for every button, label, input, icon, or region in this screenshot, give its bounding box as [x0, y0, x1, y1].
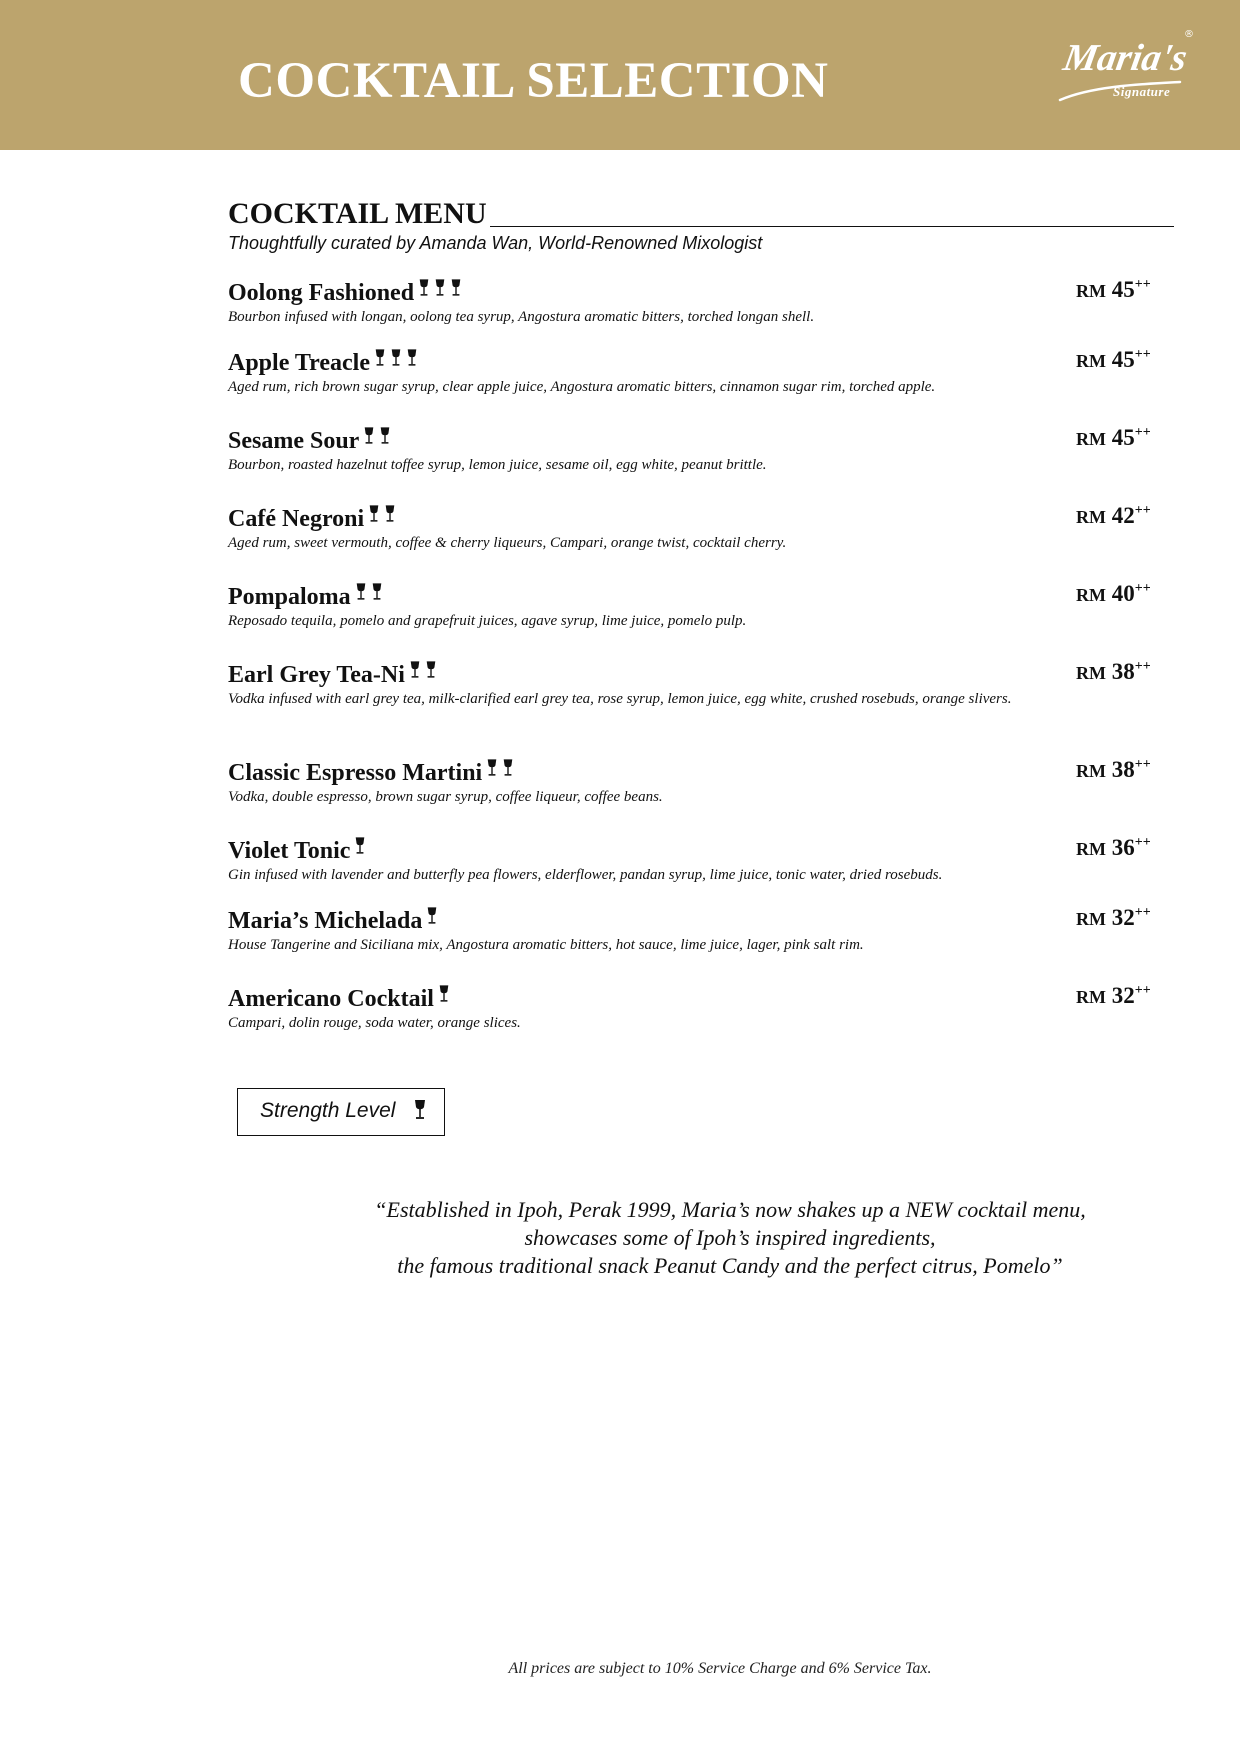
wine-glass-icon — [371, 582, 387, 608]
heading-rule — [490, 226, 1174, 227]
item-name — [228, 659, 1178, 689]
price-currency: RM — [1076, 987, 1106, 1007]
item-name — [228, 277, 1178, 307]
price-suffix: ++ — [1134, 503, 1151, 518]
legend-label: Strength Level — [260, 1099, 396, 1122]
price-amount: 38 — [1106, 659, 1135, 684]
menu-item — [228, 581, 1178, 632]
wine-glass-icon — [379, 426, 395, 452]
wine-glass-icon — [374, 348, 390, 374]
wine-glass-icon — [384, 504, 400, 530]
menu-heading: COCKTAIL MENU — [228, 197, 487, 230]
item-description: Campari, dolin rouge, soda water, orange slices. — [228, 1015, 521, 1031]
item-description: Reposado tequila, pomelo and grapefruit juices, agave syrup, lime juice, pomelo pulp. — [228, 613, 747, 629]
item-name-text: Violet Tonic — [228, 838, 351, 864]
wine-glass-icon — [368, 504, 384, 530]
price-suffix: ++ — [1134, 425, 1151, 440]
price-suffix: ++ — [1134, 347, 1151, 362]
item-description: Bourbon, roasted hazelnut toffee syrup, lemon juice, sesame oil, egg white, peanut brittle. — [228, 457, 767, 473]
price-amount: 45 — [1106, 277, 1135, 302]
item-description: Vodka infused with earl grey tea, milk-clarified earl grey tea, rose syrup, lemon juice, egg white, crushed rosebuds, orange slivers. — [228, 691, 1012, 707]
item-description: House Tangerine and Siciliana mix, Angostura aromatic bitters, hot sauce, lime juice, lager, pink salt rim. — [228, 937, 864, 953]
item-name-text: Oolong Fashioned — [228, 280, 415, 306]
menu-item — [228, 277, 1178, 328]
menu-item — [228, 425, 1178, 476]
price-suffix: ++ — [1134, 835, 1151, 850]
wine-glass-icon — [486, 758, 502, 784]
price-suffix: ++ — [1134, 659, 1151, 674]
price-suffix: ++ — [1134, 905, 1151, 920]
item-price — [1076, 277, 1151, 303]
menu-item — [228, 347, 1178, 398]
wine-glass-icon — [425, 660, 441, 686]
item-name-text: Earl Grey Tea-Ni — [228, 662, 405, 688]
wine-glass-icon — [363, 426, 379, 452]
wine-glass-icon — [413, 1099, 427, 1125]
item-description: Vodka, double espresso, brown sugar syrup, coffee liqueur, coffee beans. — [228, 789, 663, 805]
price-suffix: ++ — [1134, 277, 1151, 292]
wine-glass-icon — [418, 278, 434, 304]
price-currency: RM — [1076, 351, 1106, 371]
item-price — [1076, 503, 1151, 529]
price-amount: 40 — [1106, 581, 1135, 606]
service-charge-note: All prices are subject to 10% Service Charge and 6% Service Tax. — [508, 1660, 932, 1677]
brand-quote — [330, 1196, 1130, 1280]
strength-rating — [363, 425, 395, 453]
strength-legend — [237, 1088, 445, 1136]
strength-rating — [426, 905, 442, 933]
item-name — [228, 835, 1178, 865]
item-name-text: Café Negroni — [228, 506, 365, 532]
item-price — [1076, 835, 1151, 861]
item-name-text: Sesame Sour — [228, 428, 360, 454]
strength-rating — [354, 835, 370, 863]
price-currency: RM — [1076, 507, 1106, 527]
item-description: Aged rum, rich brown sugar syrup, clear apple juice, Angostura aromatic bitters, cinnamon sugar rim, torched apple. — [228, 379, 936, 395]
item-description: Gin infused with lavender and butterfly pea flowers, elderflower, pandan syrup, lime juice, tonic water, dried rosebuds. — [228, 867, 943, 883]
item-price — [1076, 425, 1151, 451]
item-name — [228, 425, 1178, 455]
strength-rating — [374, 347, 422, 375]
item-name — [228, 581, 1178, 611]
strength-rating — [409, 659, 441, 687]
quote-line: the famous traditional snack Peanut Candy and the perfect citrus, Pomelo” — [397, 1253, 1063, 1278]
item-name-text: Pompaloma — [228, 584, 351, 610]
strength-rating — [355, 581, 387, 609]
item-name-text: Americano Cocktail — [228, 986, 434, 1012]
item-description: Aged rum, sweet vermouth, coffee & cherry liqueurs, Campari, orange twist, cocktail cherry. — [228, 535, 787, 551]
wine-glass-icon — [354, 836, 370, 862]
registered-mark: ® — [1184, 29, 1194, 40]
item-name — [228, 347, 1178, 377]
item-name — [228, 503, 1178, 533]
price-currency: RM — [1076, 839, 1106, 859]
menu-item — [228, 757, 1178, 808]
item-name-text: Apple Treacle — [228, 350, 370, 376]
quote-line: “Established in Ipoh, Perak 1999, Maria’s now shakes up a NEW cocktail menu, — [374, 1197, 1086, 1222]
price-currency: RM — [1076, 663, 1106, 683]
wine-glass-icon — [426, 906, 442, 932]
item-name — [228, 983, 1178, 1013]
brand-logo — [1052, 24, 1202, 114]
item-name-text: Maria’s Michelada — [228, 908, 423, 934]
wine-glass-icon — [390, 348, 406, 374]
wine-glass-icon — [355, 582, 371, 608]
menu-item — [228, 503, 1178, 554]
strength-rating — [368, 503, 400, 531]
price-suffix: ++ — [1134, 983, 1151, 998]
wine-glass-icon — [406, 348, 422, 374]
page-title: COCKTAIL SELECTION — [238, 53, 829, 109]
wine-glass-icon — [409, 660, 425, 686]
price-currency: RM — [1076, 429, 1106, 449]
item-price — [1076, 581, 1151, 607]
price-suffix: ++ — [1134, 757, 1151, 772]
menu-item — [228, 659, 1178, 710]
item-name — [228, 905, 1178, 935]
logo-subtitle: Signature — [1113, 84, 1171, 99]
item-price — [1076, 905, 1151, 931]
price-currency: RM — [1076, 761, 1106, 781]
menu-item — [228, 835, 1178, 886]
item-name — [228, 757, 1178, 787]
price-currency: RM — [1076, 585, 1106, 605]
price-amount: 36 — [1106, 835, 1135, 860]
item-description: Bourbon infused with longan, oolong tea syrup, Angostura aromatic bitters, torched longan shell. — [228, 309, 815, 325]
price-amount: 45 — [1106, 425, 1135, 450]
strength-rating — [418, 277, 466, 305]
wine-glass-icon — [434, 278, 450, 304]
item-name-text: Classic Espresso Martini — [228, 760, 483, 786]
quote-line: showcases some of Ipoh’s inspired ingredients, — [524, 1225, 936, 1250]
item-price — [1076, 347, 1151, 373]
price-amount: 32 — [1106, 983, 1135, 1008]
price-suffix: ++ — [1134, 581, 1151, 596]
price-amount: 32 — [1106, 905, 1135, 930]
wine-glass-icon — [438, 984, 454, 1010]
strength-rating — [486, 757, 518, 785]
item-price — [1076, 983, 1151, 1009]
price-amount: 38 — [1106, 757, 1135, 782]
wine-glass-icon — [502, 758, 518, 784]
price-amount: 42 — [1106, 503, 1135, 528]
menu-subtitle: Thoughtfully curated by Amanda Wan, World-Renowned Mixologist — [228, 233, 763, 253]
menu-item — [228, 983, 1178, 1034]
header-band — [0, 0, 1240, 150]
logo-wordmark: Maria's — [1060, 37, 1191, 79]
menu-item — [228, 905, 1178, 956]
item-price — [1076, 757, 1151, 783]
price-amount: 45 — [1106, 347, 1135, 372]
price-currency: RM — [1076, 281, 1106, 301]
strength-rating — [438, 983, 454, 1011]
wine-glass-icon — [450, 278, 466, 304]
price-currency: RM — [1076, 909, 1106, 929]
item-price — [1076, 659, 1151, 685]
